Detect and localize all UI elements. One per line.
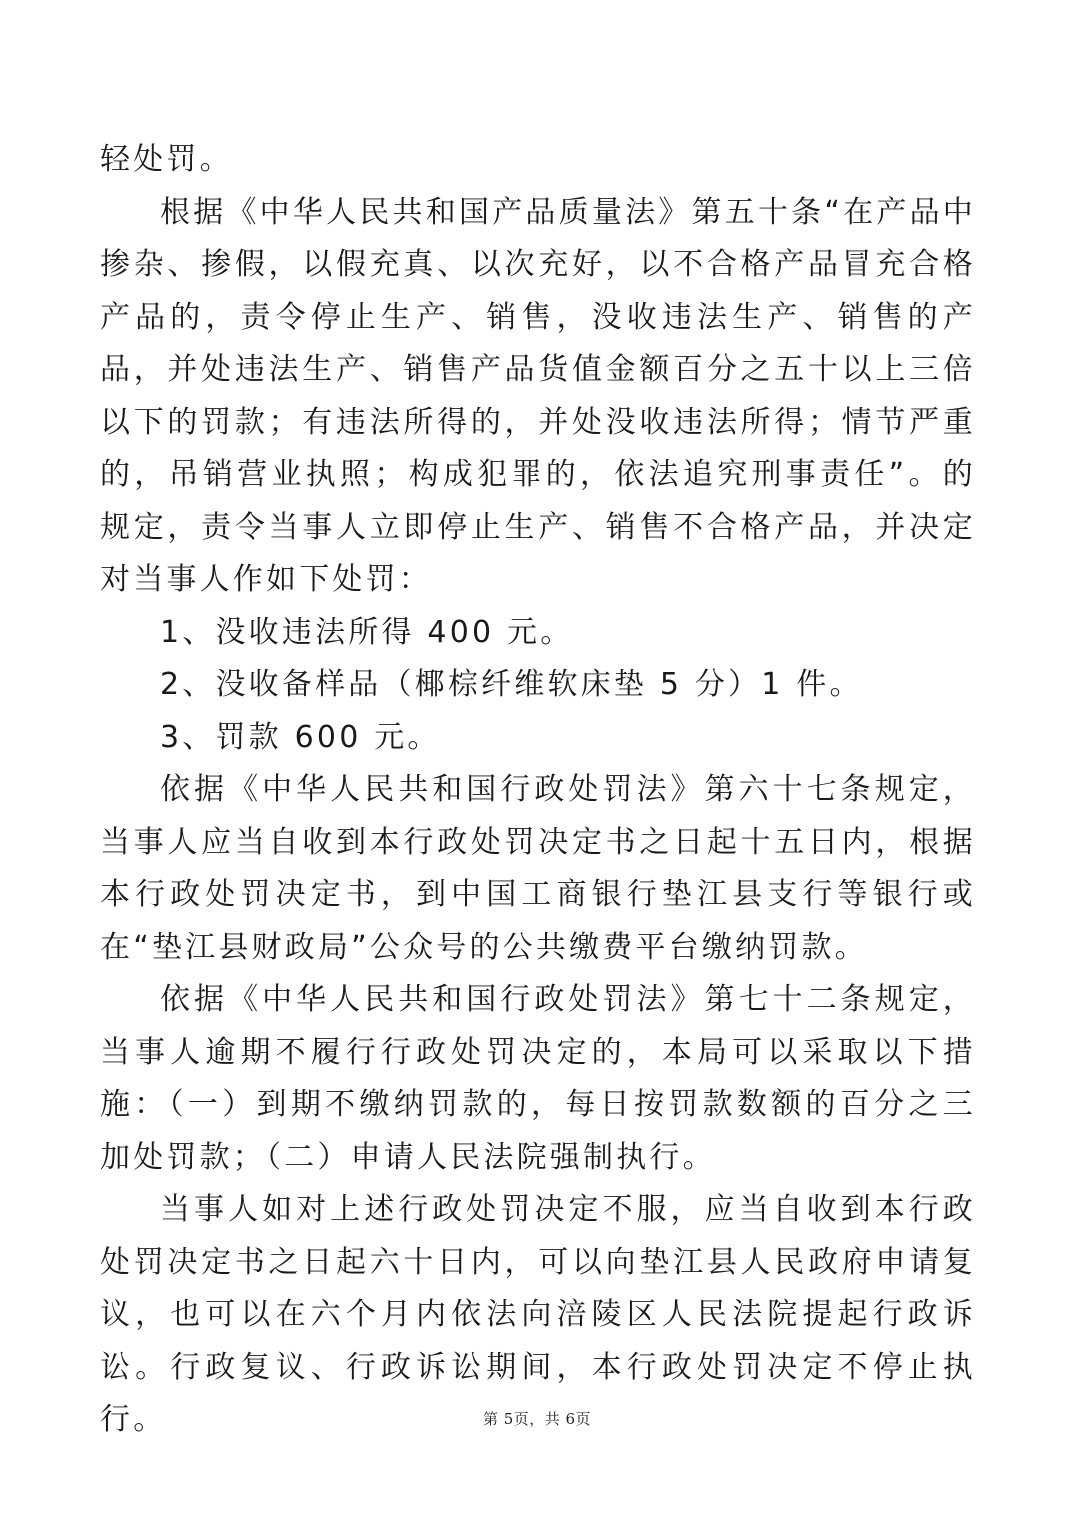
page-number-footer: 第 5页，共 6页: [482, 1410, 592, 1428]
document-body: [100, 134, 976, 1447]
paragraph-legal-basis: 根据《中华人民共和国产品质量法》第五十条“在产品中掺杂、掺假，以假充真、以次充好，以不合格产品冒充合格产品的，责令停止生产、销售，没收违法生产、销售的产品，并处违法生产、销售产品货值金额百分之五十以上三倍以下的罚款；有违法所得的，并处没收违法所得；情节严重的，吊销营业执照；构成犯罪的，依法追究刑事责任”。的规定，责令当事人立即停止生产、销售不合格产品，并决定对当事人作如下处罚：: [100, 194, 976, 597]
penalty-item-3: 3、罚款 600 元。: [160, 719, 441, 755]
paragraph-payment: 依据《中华人民共和国行政处罚法》第六十七条规定，当事人应当自收到本行政处罚决定书之日起十五日内，根据本行政处罚决定书，到中国工商银行垫江县支行等银行或在“垫江县财政局”公众号的公共缴费平台缴纳罚款。: [100, 772, 976, 965]
penalty-item-2: 2、没收备样品（椰棕纤维软床垫 5 分）1 件。: [160, 667, 863, 702]
paragraph-overdue-measures: 依据《中华人民共和国行政处罚法》第七十二条规定，当事人逾期不履行行政处罚决定的，本局可以采取以下措施：（一）到期不缴纳罚款的，每日按罚款数额的百分之三加处罚款；（二）申请人民法院强制执行。: [100, 982, 976, 1175]
paragraph-continuation: 轻处罚。: [100, 142, 233, 177]
penalty-item-1: 1、没收违法所得 400 元。: [160, 614, 574, 650]
paragraph-appeal-rights: 当事人如对上述行政处罚决定不服，应当自收到本行政处罚决定书之日起六十日内，可以向垫江县人民政府申请复议，也可以在六个月内依法向涪陵区人民法院提起行政诉讼。行政复议、行政诉讼期间，本行政处罚决定不停止执行。: [100, 1192, 976, 1437]
